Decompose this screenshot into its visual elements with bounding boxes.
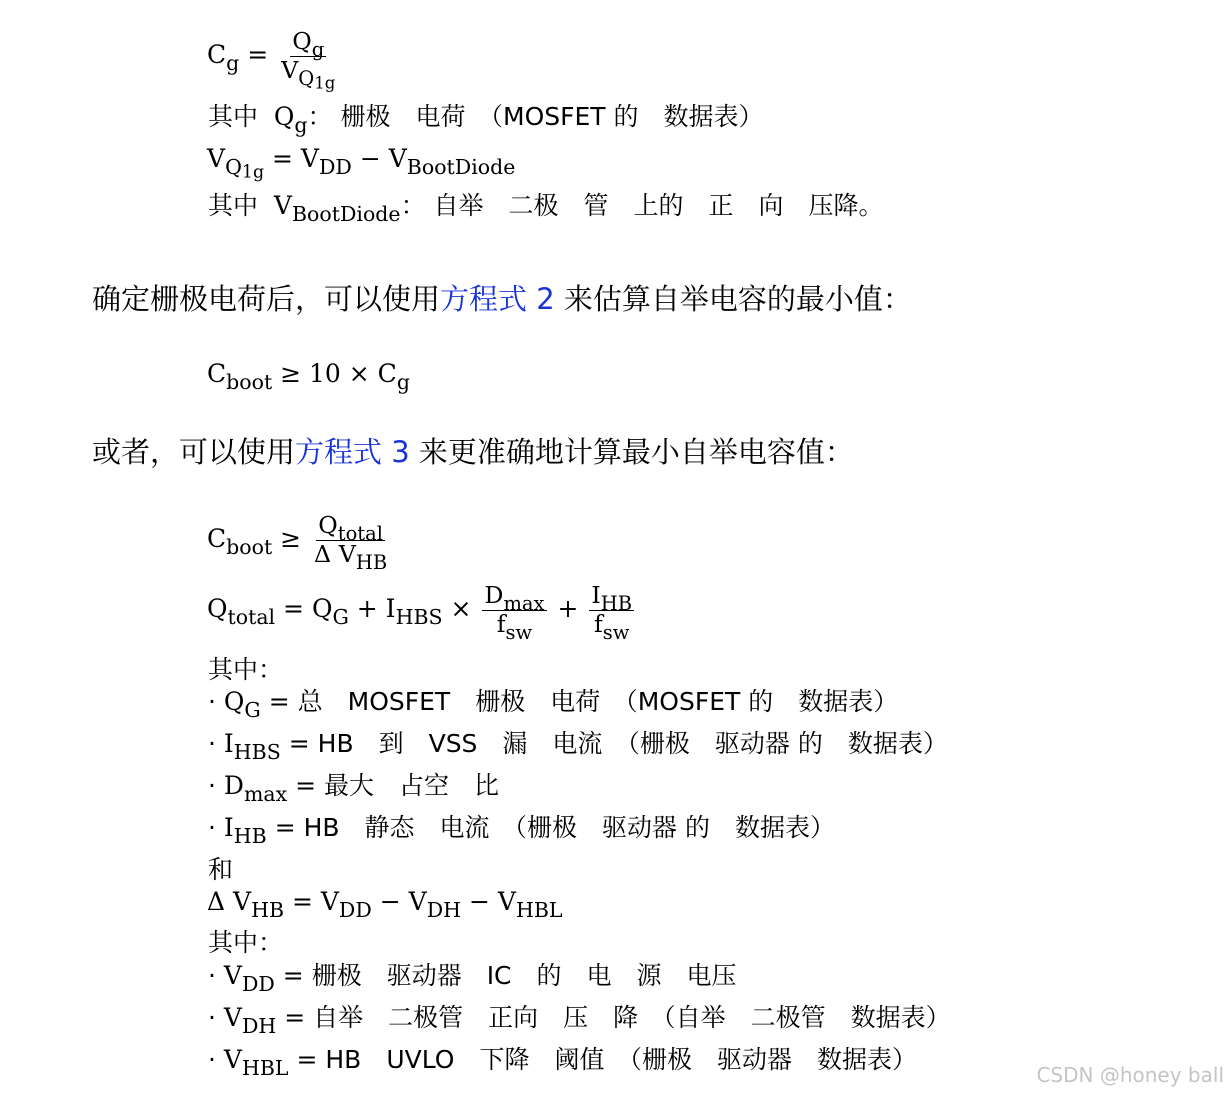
para1-before: 确定栅极电荷后，可以使用 (92, 282, 441, 316)
definition-vhbl (208, 1045, 917, 1081)
eq5-f2-num-sub: HB (600, 591, 633, 615)
definition-ihbs (208, 729, 948, 765)
eq5-f2-numerator (589, 581, 634, 615)
eq6-t2: − V (371, 887, 427, 916)
defs1-0-desc: 总 MOSFET 栅极 电荷 （MOSFET 的 数据表） (297, 687, 899, 716)
definition-qg (208, 687, 899, 723)
eq5-plus: + (557, 593, 579, 623)
eq2-rhs-sub: DD (319, 155, 352, 180)
eq1-num: Q (292, 27, 312, 55)
eq3-lhs-sub: boot (226, 370, 273, 395)
definition-vdh (208, 1003, 951, 1039)
eq5-fraction-quiescent (589, 581, 634, 644)
eq4-lhs-sub: boot (226, 534, 273, 559)
eq3-rhs: ≥ 10 × C (272, 359, 397, 388)
defs2-2-var: V (223, 1045, 242, 1074)
where1-label: 其中 (208, 102, 259, 131)
definition-vdd (208, 961, 737, 997)
eq1-den: V (281, 55, 299, 84)
defs1-1-desc: HB 到 VSS 漏 电流 （栅极 驱动器 的 数据表） (317, 729, 948, 758)
where2-var-sub: BootDiode (291, 202, 401, 227)
para1-after: 来估算自举电容的最小值： (563, 282, 912, 316)
where-qg-line (208, 102, 764, 138)
equation-2-link[interactable]: 方程式 2 (440, 282, 555, 316)
defs2-2-desc: HB UVLO 下降 阈值 （栅极 驱动器 数据表） (325, 1045, 917, 1074)
watermark-text: CSDN @honey ball (1036, 1063, 1224, 1087)
eq5-t2: + I (348, 593, 396, 623)
eq5-lhs-sub: total (227, 604, 276, 629)
eq5-f2-num: I (591, 581, 601, 609)
defs1-3-desc: HB 静态 电流 （栅极 驱动器 的 数据表） (303, 813, 835, 842)
defs1-3-eq: = (266, 813, 304, 842)
eq5-f1-numerator (482, 581, 546, 615)
defs1-0-sub: G (244, 698, 261, 723)
equation-3-link[interactable]: 方程式 3 (295, 435, 410, 469)
equation-vq1g (207, 144, 516, 183)
where1-var-sub: g (294, 113, 308, 138)
defs1-0-var: Q (223, 687, 245, 716)
defs1-2-eq: = (287, 771, 325, 800)
eq1-numerator (290, 27, 326, 61)
defs2-0-sub: DD (241, 972, 275, 997)
defs1-2-sub: max (243, 782, 288, 807)
defs2-0-eq: = (274, 961, 312, 990)
defs2-1-desc: 自举 二极管 正向 压 降 （自举 二极管 数据表） (313, 1003, 951, 1032)
where1-colon: ： (307, 102, 333, 131)
eq6-lhs-sub: HB (251, 898, 285, 923)
eq2-rhs: = V (264, 144, 319, 173)
where1-desc: 栅极 电荷 （MOSFET 的 数据表） (340, 102, 764, 131)
eq1-lhs-sub: g (226, 51, 240, 76)
where1-var-text: Q (273, 102, 295, 131)
eq4-denominator (312, 539, 389, 574)
defs1-3-sub: HB (233, 824, 267, 849)
eq4-lhs: C (207, 523, 227, 553)
defs1-1-sub: HBS (233, 740, 281, 765)
defs2-1-sub: DH (241, 1014, 277, 1039)
defs2-1-eq: = (276, 1003, 314, 1032)
eq1-den-sub-text: Q (298, 66, 315, 90)
eq1-den-sub (298, 67, 335, 90)
where2-desc: 自举 二极 管 上的 正 向 压降。 (433, 191, 884, 220)
eq3-rhs-sub: g (396, 370, 410, 395)
eq6-t3: − V (461, 887, 516, 916)
eq5-f1-num: D (484, 581, 504, 609)
eq5-f1-num-sub: max (503, 591, 545, 615)
eq5-lhs: Q (207, 593, 228, 623)
where-label-1: 其中： (208, 655, 284, 684)
defs1-1-var: I (223, 729, 234, 758)
definition-ihb (208, 813, 835, 849)
eq1-den-subsub: 1g (314, 72, 336, 92)
equation-cboot-estimate (207, 359, 410, 395)
paragraph-accurate-bootstrap (92, 435, 854, 469)
eq6-t3-sub: HBL (515, 898, 563, 923)
defs1-2-var: D (223, 771, 244, 800)
eq2-v1-subsub: 1g (241, 162, 265, 183)
defs2-1-var: V (223, 1003, 242, 1032)
eq1-fraction (279, 27, 337, 92)
defs2-1-dot: · (208, 1003, 224, 1032)
eq5-fraction-duty (482, 581, 546, 644)
eq2-minus: − V (351, 144, 407, 173)
eq2-v1-sub (225, 155, 265, 183)
definition-dmax (208, 771, 500, 807)
eq4-num: Q (318, 511, 338, 539)
eq2-v1: V (207, 144, 226, 173)
defs1-3-dot: · (208, 813, 224, 842)
eq5-t1: = Q (275, 593, 333, 623)
defs2-2-eq: = (288, 1045, 326, 1074)
eq6-t1-sub: DD (338, 898, 372, 923)
eq5-f2-den: f (594, 609, 603, 638)
where-vbootdiode-line (208, 191, 884, 227)
defs1-2-desc: 最大 占空 比 (324, 771, 500, 800)
eq1-op: = (247, 39, 269, 69)
defs1-0-dot: · (208, 687, 224, 716)
eq5-f1-den: f (496, 609, 506, 638)
eq5-f2-denominator (592, 609, 631, 644)
defs2-0-dot: · (208, 961, 224, 990)
eq4-den: Δ V (314, 539, 356, 568)
para2-after: 来更准确地计算最小自举电容值： (418, 435, 854, 469)
eq6-t1: = V (284, 887, 339, 916)
eq6-lhs: Δ V (207, 887, 252, 916)
eq2-minus-sub: BootDiode (406, 155, 516, 180)
eq1-num-sub: g (311, 37, 325, 61)
where2-label: 其中 (208, 191, 259, 220)
where2-var (266, 191, 401, 227)
eq5-times: × (442, 593, 472, 623)
eq5-t2-sub: HBS (395, 604, 443, 629)
eq4-fraction (312, 511, 389, 574)
where2-colon: ： (400, 191, 426, 220)
where-label-2: 其中： (208, 928, 284, 957)
eq6-t2-sub: DH (426, 898, 462, 923)
defs1-2-dot: · (208, 771, 224, 800)
eq5-f1-denominator (495, 609, 534, 644)
defs2-2-sub: HBL (241, 1056, 289, 1081)
eq5-f2-den-sub: sw (602, 620, 630, 644)
equation-cboot-accurate (207, 511, 392, 574)
eq5-t1-sub: G (332, 604, 349, 629)
defs2-2-dot: · (208, 1045, 224, 1074)
eq4-numerator (316, 511, 385, 545)
eq4-num-sub: total (337, 521, 383, 545)
eq3-lhs: C (207, 359, 227, 388)
defs2-0-desc: 栅极 驱动器 IC 的 电 源 电压 (311, 961, 737, 990)
defs1-1-eq: = (280, 729, 318, 758)
where2-var-text: V (273, 191, 292, 220)
para2-before: 或者，可以使用 (92, 435, 296, 469)
eq2-v1-sub-text: Q (225, 155, 242, 180)
eq1-denominator (279, 55, 337, 92)
and-label: 和 (208, 855, 234, 884)
eq5-f1-den-sub: sw (505, 620, 533, 644)
defs2-0-var: V (223, 961, 242, 990)
eq4-den-sub: HB (355, 550, 388, 574)
defs1-0-eq: = (260, 687, 298, 716)
defs1-3-var: I (223, 813, 234, 842)
equation-delta-vhb (207, 887, 563, 923)
paragraph-estimate-bootstrap (92, 282, 912, 316)
eq1-lhs: C (207, 39, 227, 69)
equation-gate-capacitance (207, 27, 340, 92)
where1-var (266, 102, 308, 138)
eq4-op: ≥ (280, 523, 302, 553)
equation-qtotal (207, 581, 637, 644)
defs1-1-dot: · (208, 729, 224, 758)
